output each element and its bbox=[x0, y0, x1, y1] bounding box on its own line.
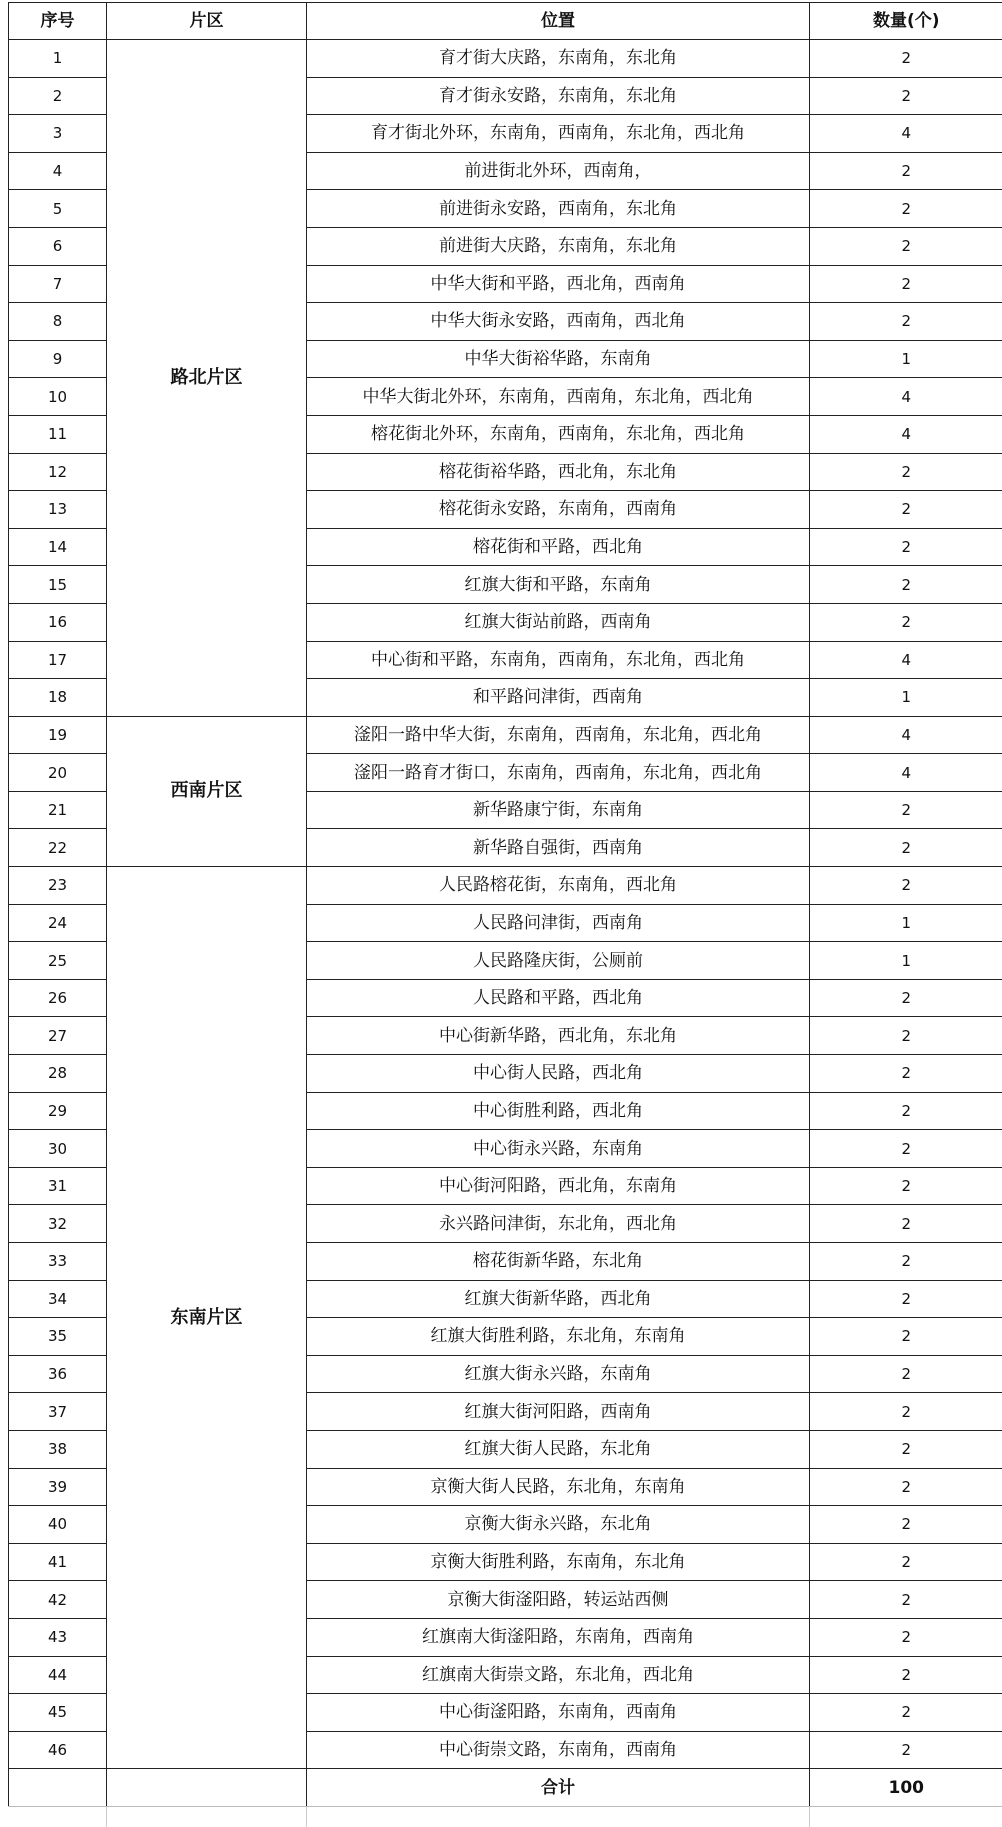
quantity-cell: 4 bbox=[810, 378, 1002, 416]
location-cell: 中心街新华路，西北角，东北角 bbox=[307, 1017, 810, 1055]
quantity-cell: 2 bbox=[810, 1167, 1002, 1205]
location-cell: 京衡大街人民路，东北角，东南角 bbox=[307, 1468, 810, 1506]
location-cell: 中心街胜利路，西北角 bbox=[307, 1092, 810, 1130]
quantity-cell: 2 bbox=[810, 1092, 1002, 1130]
quantity-cell: 2 bbox=[810, 867, 1002, 905]
quantity-cell: 1 bbox=[810, 942, 1002, 980]
quantity-cell: 2 bbox=[810, 1393, 1002, 1431]
row-number: 36 bbox=[9, 1355, 107, 1393]
row-number: 12 bbox=[9, 453, 107, 491]
quantity-cell: 2 bbox=[810, 453, 1002, 491]
location-cell: 红旗南大街滏阳路，东南角，西南角 bbox=[307, 1618, 810, 1656]
location-cell: 榕花街裕华路，西北角，东北角 bbox=[307, 453, 810, 491]
area-cell: 西南片区 bbox=[107, 716, 307, 866]
quantity-cell: 4 bbox=[810, 641, 1002, 679]
row-number: 19 bbox=[9, 716, 107, 754]
location-cell: 中华大街和平路，西北角，西南角 bbox=[307, 265, 810, 303]
row-number: 1 bbox=[9, 40, 107, 78]
row-number: 41 bbox=[9, 1543, 107, 1581]
row-number: 9 bbox=[9, 340, 107, 378]
location-cell: 中华大街北外环，东南角，西南角，东北角，西北角 bbox=[307, 378, 810, 416]
quantity-cell: 2 bbox=[810, 1430, 1002, 1468]
table-row bbox=[9, 867, 1002, 905]
row-number: 14 bbox=[9, 528, 107, 566]
quantity-cell: 4 bbox=[810, 115, 1002, 153]
location-cell: 红旗大街胜利路，东北角，东南角 bbox=[307, 1318, 810, 1356]
quantity-cell: 2 bbox=[810, 528, 1002, 566]
row-number: 43 bbox=[9, 1618, 107, 1656]
row-number: 17 bbox=[9, 641, 107, 679]
location-cell: 人民路榕花街，东南角，西北角 bbox=[307, 867, 810, 905]
location-cell: 红旗大街永兴路，东南角 bbox=[307, 1355, 810, 1393]
location-cell: 滏阳一路育才街口，东南角，西南角，东北角，西北角 bbox=[307, 754, 810, 792]
location-cell: 京衡大街永兴路，东北角 bbox=[307, 1506, 810, 1544]
row-number: 31 bbox=[9, 1167, 107, 1205]
row-number: 40 bbox=[9, 1506, 107, 1544]
quantity-cell: 2 bbox=[810, 1130, 1002, 1168]
location-cell: 中华大街永安路，西南角，西北角 bbox=[307, 303, 810, 341]
location-cell: 中心街永兴路，东南角 bbox=[307, 1130, 810, 1168]
location-cell: 京衡大街胜利路，东南角，东北角 bbox=[307, 1543, 810, 1581]
quantity-cell: 2 bbox=[810, 152, 1002, 190]
location-cell: 育才街大庆路，东南角，东北角 bbox=[307, 40, 810, 78]
table-body bbox=[9, 40, 1002, 1807]
row-number: 37 bbox=[9, 1393, 107, 1431]
row-number: 23 bbox=[9, 867, 107, 905]
quantity-cell: 4 bbox=[810, 754, 1002, 792]
row-number: 29 bbox=[9, 1092, 107, 1130]
location-cell: 榕花街和平路，西北角 bbox=[307, 528, 810, 566]
row-number: 28 bbox=[9, 1055, 107, 1093]
table-tail-edge bbox=[8, 1806, 1002, 1827]
row-number: 33 bbox=[9, 1243, 107, 1281]
location-cell: 和平路问津街，西南角 bbox=[307, 679, 810, 717]
table-row bbox=[9, 40, 1002, 78]
quantity-cell: 2 bbox=[810, 1318, 1002, 1356]
location-cell: 红旗大街河阳路，西南角 bbox=[307, 1393, 810, 1431]
quantity-cell: 1 bbox=[810, 679, 1002, 717]
row-number: 44 bbox=[9, 1656, 107, 1694]
location-cell: 前进街大庆路，东南角，东北角 bbox=[307, 227, 810, 265]
quantity-cell: 2 bbox=[810, 265, 1002, 303]
quantity-cell: 2 bbox=[810, 566, 1002, 604]
row-number: 8 bbox=[9, 303, 107, 341]
location-cell: 红旗南大街崇文路，东北角，西北角 bbox=[307, 1656, 810, 1694]
location-cell: 中心街崇文路，东南角，西南角 bbox=[307, 1731, 810, 1769]
location-cell: 新华路康宁街，东南角 bbox=[307, 791, 810, 829]
row-number: 20 bbox=[9, 754, 107, 792]
tail-divider bbox=[106, 1807, 107, 1827]
row-number: 15 bbox=[9, 566, 107, 604]
table-header-row bbox=[9, 3, 1002, 40]
header-area: 片区 bbox=[107, 3, 307, 40]
location-table bbox=[8, 2, 1002, 1807]
area-cell: 东南片区 bbox=[107, 867, 307, 1769]
quantity-cell: 2 bbox=[810, 1618, 1002, 1656]
location-cell: 榕花街新华路，东北角 bbox=[307, 1243, 810, 1281]
location-cell: 中心街人民路，西北角 bbox=[307, 1055, 810, 1093]
location-cell: 人民路问津街，西南角 bbox=[307, 904, 810, 942]
quantity-cell: 2 bbox=[810, 1205, 1002, 1243]
row-number: 35 bbox=[9, 1318, 107, 1356]
quantity-cell: 2 bbox=[810, 791, 1002, 829]
row-number: 16 bbox=[9, 603, 107, 641]
location-cell: 中心街和平路，东南角，西南角，东北角，西北角 bbox=[307, 641, 810, 679]
location-cell: 中华大街裕华路，东南角 bbox=[307, 340, 810, 378]
row-number: 7 bbox=[9, 265, 107, 303]
location-cell: 榕花街永安路，东南角，西南角 bbox=[307, 491, 810, 529]
total-label: 合计 bbox=[307, 1769, 810, 1807]
row-number: 25 bbox=[9, 942, 107, 980]
quantity-cell: 2 bbox=[810, 1656, 1002, 1694]
location-cell: 京衡大街滏阳路，转运站西侧 bbox=[307, 1581, 810, 1619]
location-cell: 红旗大街站前路，西南角 bbox=[307, 603, 810, 641]
location-cell: 红旗大街和平路，东南角 bbox=[307, 566, 810, 604]
location-cell: 滏阳一路中华大街，东南角，西南角，东北角，西北角 bbox=[307, 716, 810, 754]
total-row bbox=[9, 1769, 1002, 1807]
header-no: 序号 bbox=[9, 3, 107, 40]
location-cell: 人民路隆庆街，公厕前 bbox=[307, 942, 810, 980]
location-cell: 前进街永安路，西南角，东北角 bbox=[307, 190, 810, 228]
quantity-cell: 2 bbox=[810, 40, 1002, 78]
row-number: 22 bbox=[9, 829, 107, 867]
tail-divider bbox=[306, 1807, 307, 1827]
area-cell: 路北片区 bbox=[107, 40, 307, 717]
row-number: 24 bbox=[9, 904, 107, 942]
header-location: 位置 bbox=[307, 3, 810, 40]
row-number: 34 bbox=[9, 1280, 107, 1318]
row-number: 45 bbox=[9, 1694, 107, 1732]
location-cell: 中心街滏阳路，东南角，西南角 bbox=[307, 1694, 810, 1732]
row-number: 2 bbox=[9, 77, 107, 115]
row-number: 38 bbox=[9, 1430, 107, 1468]
location-cell: 育才街永安路，东南角，东北角 bbox=[307, 77, 810, 115]
total-empty-cell bbox=[9, 1769, 107, 1807]
row-number: 18 bbox=[9, 679, 107, 717]
quantity-cell: 2 bbox=[810, 1468, 1002, 1506]
quantity-cell: 2 bbox=[810, 227, 1002, 265]
quantity-cell: 2 bbox=[810, 1506, 1002, 1544]
tail-divider bbox=[809, 1807, 810, 1827]
total-empty-cell bbox=[107, 1769, 307, 1807]
row-number: 6 bbox=[9, 227, 107, 265]
location-cell: 红旗大街新华路，西北角 bbox=[307, 1280, 810, 1318]
header-qty: 数量(个) bbox=[810, 3, 1002, 40]
quantity-cell: 2 bbox=[810, 1017, 1002, 1055]
location-cell: 榕花街北外环，东南角，西南角，东北角，西北角 bbox=[307, 415, 810, 453]
row-number: 3 bbox=[9, 115, 107, 153]
quantity-cell: 2 bbox=[810, 1694, 1002, 1732]
location-cell: 红旗大街人民路，东北角 bbox=[307, 1430, 810, 1468]
quantity-cell: 2 bbox=[810, 1280, 1002, 1318]
row-number: 27 bbox=[9, 1017, 107, 1055]
row-number: 26 bbox=[9, 979, 107, 1017]
table-row bbox=[9, 716, 1002, 754]
row-number: 32 bbox=[9, 1205, 107, 1243]
location-cell: 永兴路问津街，东北角，西北角 bbox=[307, 1205, 810, 1243]
row-number: 30 bbox=[9, 1130, 107, 1168]
row-number: 10 bbox=[9, 378, 107, 416]
location-cell: 人民路和平路，西北角 bbox=[307, 979, 810, 1017]
row-number: 39 bbox=[9, 1468, 107, 1506]
quantity-cell: 2 bbox=[810, 1543, 1002, 1581]
quantity-cell: 2 bbox=[810, 979, 1002, 1017]
quantity-cell: 2 bbox=[810, 491, 1002, 529]
location-cell: 前进街北外环，西南角， bbox=[307, 152, 810, 190]
row-number: 11 bbox=[9, 415, 107, 453]
row-number: 13 bbox=[9, 491, 107, 529]
quantity-cell: 2 bbox=[810, 1355, 1002, 1393]
quantity-cell: 2 bbox=[810, 829, 1002, 867]
quantity-cell: 1 bbox=[810, 904, 1002, 942]
row-number: 42 bbox=[9, 1581, 107, 1619]
quantity-cell: 1 bbox=[810, 340, 1002, 378]
quantity-cell: 2 bbox=[810, 603, 1002, 641]
location-cell: 中心街河阳路，西北角，东南角 bbox=[307, 1167, 810, 1205]
quantity-cell: 4 bbox=[810, 716, 1002, 754]
quantity-cell: 2 bbox=[810, 1581, 1002, 1619]
location-cell: 育才街北外环，东南角，西南角，东北角，西北角 bbox=[307, 115, 810, 153]
quantity-cell: 2 bbox=[810, 1731, 1002, 1769]
quantity-cell: 2 bbox=[810, 190, 1002, 228]
quantity-cell: 4 bbox=[810, 415, 1002, 453]
quantity-cell: 2 bbox=[810, 1055, 1002, 1093]
row-number: 4 bbox=[9, 152, 107, 190]
row-number: 5 bbox=[9, 190, 107, 228]
quantity-cell: 2 bbox=[810, 303, 1002, 341]
quantity-cell: 2 bbox=[810, 1243, 1002, 1281]
quantity-cell: 2 bbox=[810, 77, 1002, 115]
row-number: 21 bbox=[9, 791, 107, 829]
total-quantity: 100 bbox=[810, 1769, 1002, 1807]
location-cell: 新华路自强街，西南角 bbox=[307, 829, 810, 867]
row-number: 46 bbox=[9, 1731, 107, 1769]
